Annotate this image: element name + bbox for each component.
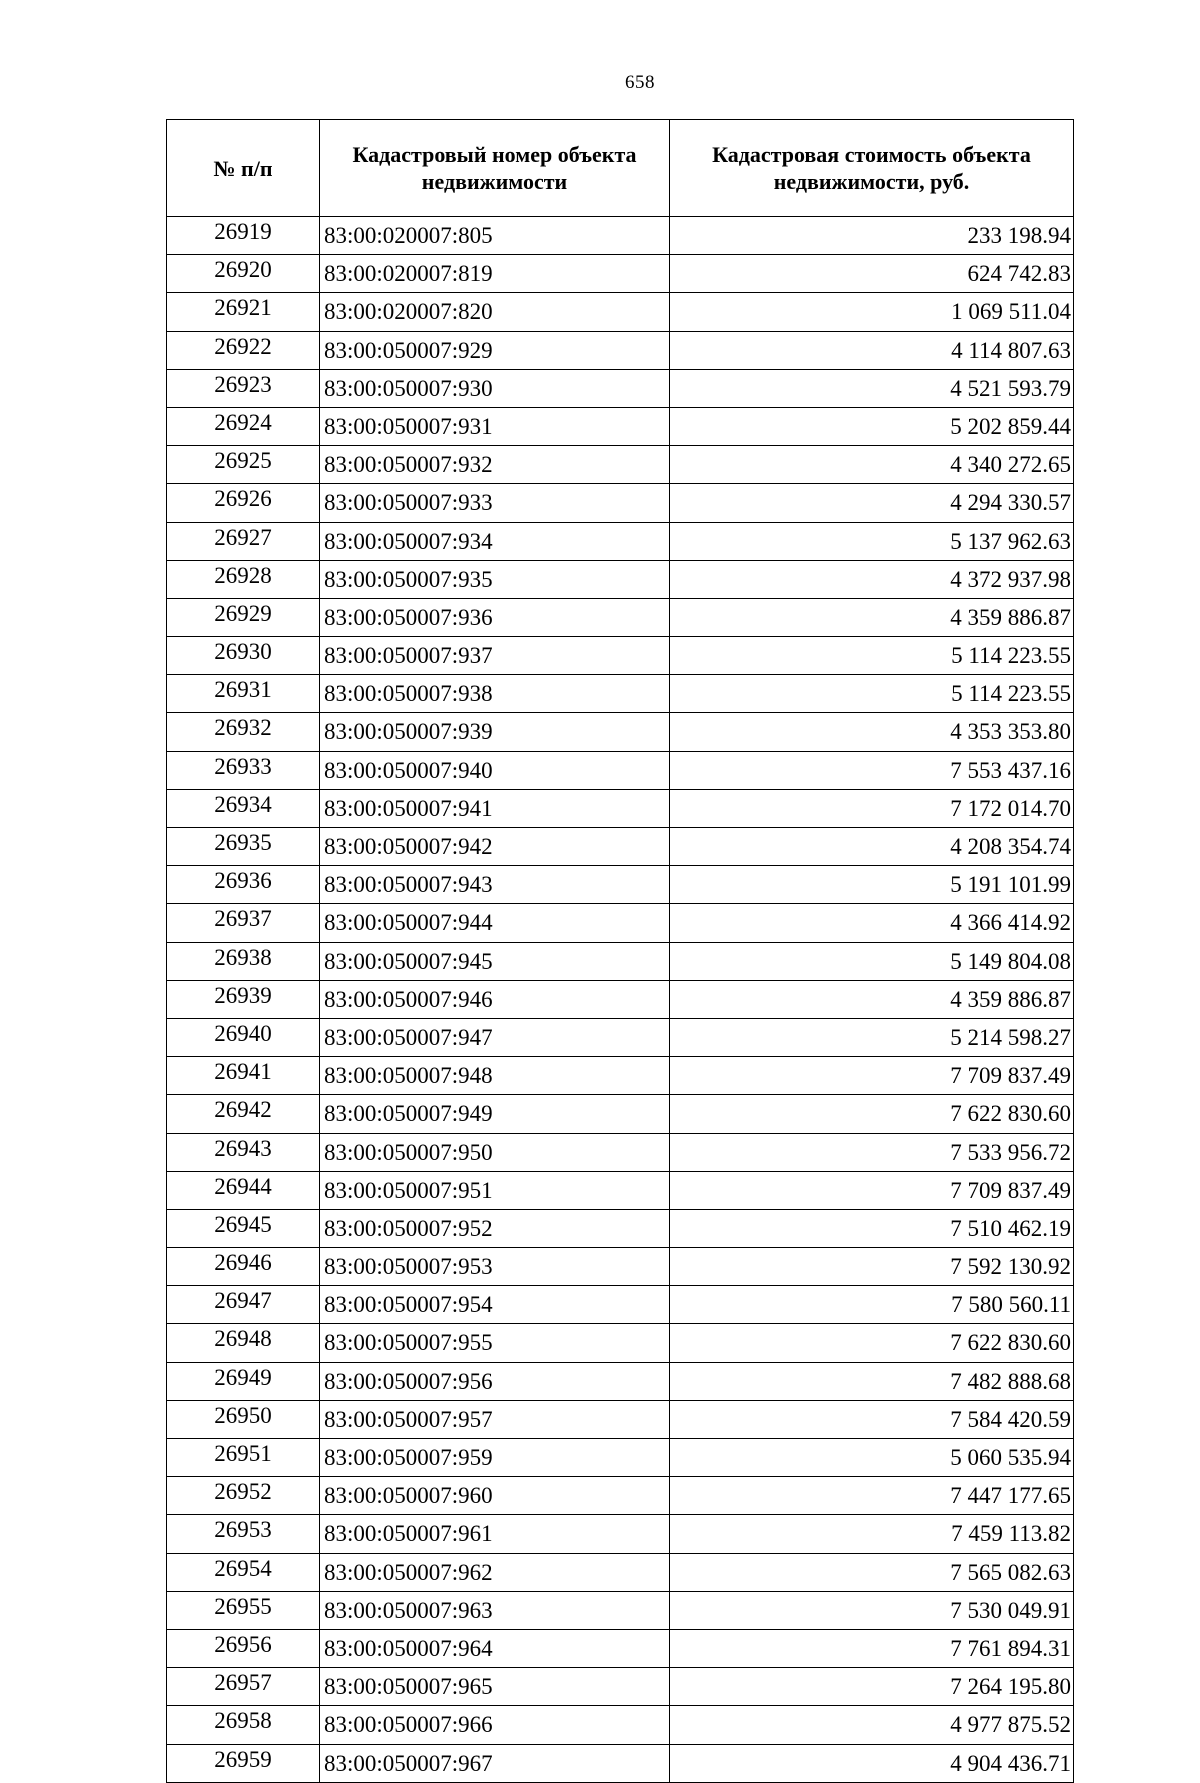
cadastral-value-cell: 4 353 353.80 xyxy=(670,713,1074,751)
cadastral-value-cell: 7 761 894.31 xyxy=(670,1629,1074,1667)
row-number-cell: 26948 xyxy=(167,1324,320,1362)
row-number-cell: 26933 xyxy=(167,751,320,789)
table-row xyxy=(167,1362,1074,1400)
row-number-cell: 26927 xyxy=(167,522,320,560)
table-row xyxy=(167,407,1074,445)
table-body xyxy=(167,217,1074,1783)
table-row xyxy=(167,1209,1074,1247)
row-number-cell: 26942 xyxy=(167,1095,320,1133)
row-number-cell: 26952 xyxy=(167,1477,320,1515)
table-header xyxy=(167,120,1074,217)
table-row xyxy=(167,1324,1074,1362)
cadastral-value-cell: 5 114 223.55 xyxy=(670,675,1074,713)
cadastral-value-cell: 7 580 560.11 xyxy=(670,1286,1074,1324)
cadastral-value-cell: 5 060 535.94 xyxy=(670,1439,1074,1477)
cadastral-value-cell: 7 584 420.59 xyxy=(670,1400,1074,1438)
cadastral-value-cell: 7 530 049.91 xyxy=(670,1591,1074,1629)
cadastral-number-cell: 83:00:050007:943 xyxy=(320,866,670,904)
table-row xyxy=(167,1057,1074,1095)
table-row xyxy=(167,1018,1074,1056)
cadastral-number-cell: 83:00:020007:819 xyxy=(320,255,670,293)
row-number-cell: 26945 xyxy=(167,1209,320,1247)
cadastral-value-cell: 7 172 014.70 xyxy=(670,789,1074,827)
cadastral-number-cell: 83:00:020007:805 xyxy=(320,217,670,255)
cadastral-number-cell: 83:00:050007:934 xyxy=(320,522,670,560)
cadastral-value-cell: 7 533 956.72 xyxy=(670,1133,1074,1171)
cadastral-value-cell: 7 447 177.65 xyxy=(670,1477,1074,1515)
header-row xyxy=(167,120,1074,217)
cadastral-number-cell: 83:00:050007:935 xyxy=(320,560,670,598)
row-number-cell: 26931 xyxy=(167,675,320,713)
table-row xyxy=(167,1439,1074,1477)
cadastral-value-cell: 5 191 101.99 xyxy=(670,866,1074,904)
cadastral-number-cell: 83:00:050007:947 xyxy=(320,1018,670,1056)
cadastral-number-cell: 83:00:050007:952 xyxy=(320,1209,670,1247)
cadastral-number-cell: 83:00:050007:937 xyxy=(320,637,670,675)
table-row xyxy=(167,560,1074,598)
table-row xyxy=(167,1706,1074,1744)
cadastral-number-cell: 83:00:050007:940 xyxy=(320,751,670,789)
cadastral-number-cell: 83:00:050007:966 xyxy=(320,1706,670,1744)
table-row xyxy=(167,598,1074,636)
cadastral-value-cell: 1 069 511.04 xyxy=(670,293,1074,331)
cadastral-value-cell: 5 137 962.63 xyxy=(670,522,1074,560)
table-row xyxy=(167,1477,1074,1515)
cadastral-value-cell: 5 214 598.27 xyxy=(670,1018,1074,1056)
cadastral-value-cell: 7 459 113.82 xyxy=(670,1515,1074,1553)
cadastral-number-cell: 83:00:050007:929 xyxy=(320,331,670,369)
row-number-cell: 26954 xyxy=(167,1553,320,1591)
table-row xyxy=(167,522,1074,560)
cadastral-value-cell: 7 592 130.92 xyxy=(670,1248,1074,1286)
table-row xyxy=(167,828,1074,866)
cadastral-number-cell: 83:00:050007:939 xyxy=(320,713,670,751)
cadastral-value-cell: 7 264 195.80 xyxy=(670,1668,1074,1706)
row-number-cell: 26928 xyxy=(167,560,320,598)
row-number-cell: 26929 xyxy=(167,598,320,636)
cadastral-value-cell: 624 742.83 xyxy=(670,255,1074,293)
table-row xyxy=(167,1095,1074,1133)
cadastral-value-cell: 4 359 886.87 xyxy=(670,980,1074,1018)
document-table-wrapper xyxy=(166,119,1073,1783)
table-row xyxy=(167,331,1074,369)
cadastral-value-cell: 4 359 886.87 xyxy=(670,598,1074,636)
cadastral-number-cell: 83:00:050007:962 xyxy=(320,1553,670,1591)
table-row xyxy=(167,942,1074,980)
table-row xyxy=(167,446,1074,484)
row-number-cell: 26935 xyxy=(167,828,320,866)
row-number-cell: 26920 xyxy=(167,255,320,293)
cadastral-number-cell: 83:00:050007:951 xyxy=(320,1171,670,1209)
row-number-cell: 26944 xyxy=(167,1171,320,1209)
cadastral-value-cell: 4 114 807.63 xyxy=(670,331,1074,369)
table-row xyxy=(167,1553,1074,1591)
cadastral-number-cell: 83:00:020007:820 xyxy=(320,293,670,331)
table-row xyxy=(167,369,1074,407)
cadastral-value-cell: 7 510 462.19 xyxy=(670,1209,1074,1247)
table-row xyxy=(167,637,1074,675)
cadastral-value-table xyxy=(166,119,1074,1783)
cadastral-value-cell: 7 622 830.60 xyxy=(670,1324,1074,1362)
table-row xyxy=(167,713,1074,751)
table-row xyxy=(167,1515,1074,1553)
table-row xyxy=(167,980,1074,1018)
cadastral-number-cell: 83:00:050007:950 xyxy=(320,1133,670,1171)
cadastral-value-cell: 4 977 875.52 xyxy=(670,1706,1074,1744)
row-number-cell: 26949 xyxy=(167,1362,320,1400)
table-row xyxy=(167,293,1074,331)
row-number-cell: 26921 xyxy=(167,293,320,331)
row-number-cell: 26926 xyxy=(167,484,320,522)
cadastral-number-cell: 83:00:050007:960 xyxy=(320,1477,670,1515)
header-cadastral-number: Кадастровый номер объекта недвижимости xyxy=(320,120,670,217)
row-number-cell: 26930 xyxy=(167,637,320,675)
cadastral-number-cell: 83:00:050007:936 xyxy=(320,598,670,636)
table-row xyxy=(167,675,1074,713)
row-number-cell: 26934 xyxy=(167,789,320,827)
cadastral-value-cell: 4 294 330.57 xyxy=(670,484,1074,522)
cadastral-value-cell: 7 565 082.63 xyxy=(670,1553,1074,1591)
row-number-cell: 26932 xyxy=(167,713,320,751)
table-row xyxy=(167,1171,1074,1209)
table-row xyxy=(167,217,1074,255)
row-number-cell: 26939 xyxy=(167,980,320,1018)
cadastral-value-cell: 4 366 414.92 xyxy=(670,904,1074,942)
header-row-number: № п/п xyxy=(167,120,320,217)
row-number-cell: 26957 xyxy=(167,1668,320,1706)
row-number-cell: 26940 xyxy=(167,1018,320,1056)
header-cadastral-value: Кадастровая стоимость объекта недвижимости, руб. xyxy=(670,120,1074,217)
cadastral-value-cell: 233 198.94 xyxy=(670,217,1074,255)
table-row xyxy=(167,1248,1074,1286)
cadastral-number-cell: 83:00:050007:946 xyxy=(320,980,670,1018)
row-number-cell: 26937 xyxy=(167,904,320,942)
cadastral-number-cell: 83:00:050007:938 xyxy=(320,675,670,713)
cadastral-number-cell: 83:00:050007:930 xyxy=(320,369,670,407)
row-number-cell: 26938 xyxy=(167,942,320,980)
cadastral-number-cell: 83:00:050007:959 xyxy=(320,1439,670,1477)
cadastral-value-cell: 4 208 354.74 xyxy=(670,828,1074,866)
cadastral-value-cell: 7 482 888.68 xyxy=(670,1362,1074,1400)
cadastral-number-cell: 83:00:050007:967 xyxy=(320,1744,670,1782)
row-number-cell: 26941 xyxy=(167,1057,320,1095)
table-row xyxy=(167,1133,1074,1171)
row-number-cell: 26947 xyxy=(167,1286,320,1324)
cadastral-number-cell: 83:00:050007:944 xyxy=(320,904,670,942)
row-number-cell: 26955 xyxy=(167,1591,320,1629)
row-number-cell: 26958 xyxy=(167,1706,320,1744)
cadastral-number-cell: 83:00:050007:941 xyxy=(320,789,670,827)
cadastral-value-cell: 4 340 272.65 xyxy=(670,446,1074,484)
cadastral-number-cell: 83:00:050007:961 xyxy=(320,1515,670,1553)
cadastral-number-cell: 83:00:050007:964 xyxy=(320,1629,670,1667)
cadastral-value-cell: 4 372 937.98 xyxy=(670,560,1074,598)
cadastral-number-cell: 83:00:050007:932 xyxy=(320,446,670,484)
row-number-cell: 26956 xyxy=(167,1629,320,1667)
row-number-cell: 26943 xyxy=(167,1133,320,1171)
table-row xyxy=(167,789,1074,827)
cadastral-number-cell: 83:00:050007:957 xyxy=(320,1400,670,1438)
table-row xyxy=(167,1400,1074,1438)
table-row xyxy=(167,866,1074,904)
table-row xyxy=(167,1668,1074,1706)
table-row xyxy=(167,1286,1074,1324)
table-row xyxy=(167,1629,1074,1667)
table-row xyxy=(167,1744,1074,1782)
cadastral-number-cell: 83:00:050007:954 xyxy=(320,1286,670,1324)
cadastral-number-cell: 83:00:050007:955 xyxy=(320,1324,670,1362)
cadastral-number-cell: 83:00:050007:953 xyxy=(320,1248,670,1286)
row-number-cell: 26919 xyxy=(167,217,320,255)
row-number-cell: 26924 xyxy=(167,407,320,445)
row-number-cell: 26936 xyxy=(167,866,320,904)
table-row xyxy=(167,751,1074,789)
cadastral-value-cell: 7 553 437.16 xyxy=(670,751,1074,789)
cadastral-number-cell: 83:00:050007:949 xyxy=(320,1095,670,1133)
row-number-cell: 26946 xyxy=(167,1248,320,1286)
cadastral-value-cell: 7 622 830.60 xyxy=(670,1095,1074,1133)
cadastral-number-cell: 83:00:050007:942 xyxy=(320,828,670,866)
table-row xyxy=(167,904,1074,942)
cadastral-number-cell: 83:00:050007:963 xyxy=(320,1591,670,1629)
row-number-cell: 26951 xyxy=(167,1439,320,1477)
row-number-cell: 26959 xyxy=(167,1744,320,1782)
cadastral-value-cell: 7 709 837.49 xyxy=(670,1057,1074,1095)
row-number-cell: 26925 xyxy=(167,446,320,484)
table-row xyxy=(167,1591,1074,1629)
page-number: 658 xyxy=(625,72,655,93)
row-number-cell: 26922 xyxy=(167,331,320,369)
cadastral-number-cell: 83:00:050007:948 xyxy=(320,1057,670,1095)
row-number-cell: 26923 xyxy=(167,369,320,407)
cadastral-value-cell: 4 521 593.79 xyxy=(670,369,1074,407)
cadastral-value-cell: 4 904 436.71 xyxy=(670,1744,1074,1782)
cadastral-number-cell: 83:00:050007:933 xyxy=(320,484,670,522)
cadastral-number-cell: 83:00:050007:945 xyxy=(320,942,670,980)
cadastral-value-cell: 5 149 804.08 xyxy=(670,942,1074,980)
table-row xyxy=(167,484,1074,522)
cadastral-number-cell: 83:00:050007:956 xyxy=(320,1362,670,1400)
row-number-cell: 26950 xyxy=(167,1400,320,1438)
cadastral-number-cell: 83:00:050007:965 xyxy=(320,1668,670,1706)
row-number-cell: 26953 xyxy=(167,1515,320,1553)
cadastral-value-cell: 7 709 837.49 xyxy=(670,1171,1074,1209)
cadastral-value-cell: 5 202 859.44 xyxy=(670,407,1074,445)
cadastral-number-cell: 83:00:050007:931 xyxy=(320,407,670,445)
cadastral-value-cell: 5 114 223.55 xyxy=(670,637,1074,675)
table-row xyxy=(167,255,1074,293)
